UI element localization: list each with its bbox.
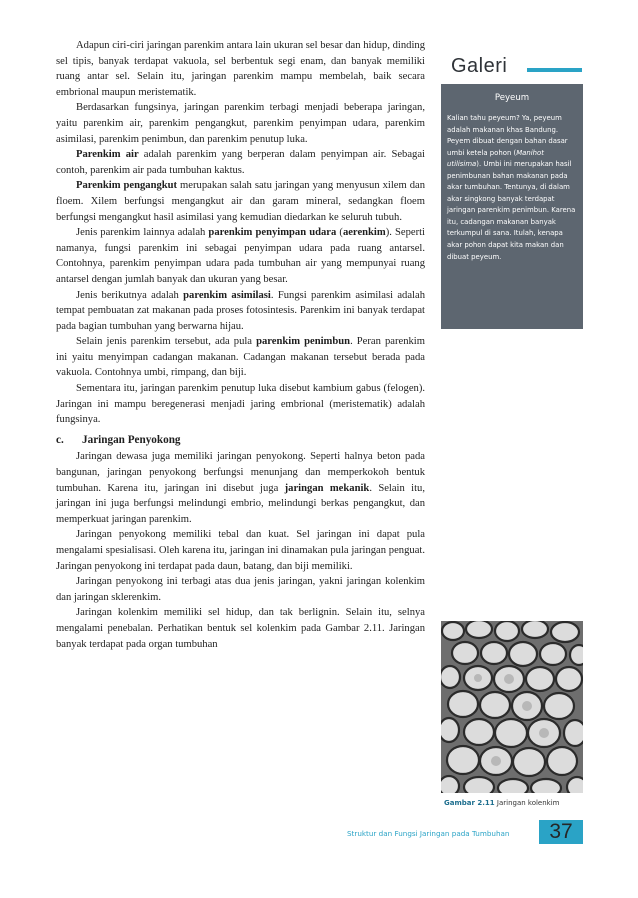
section-title: Jaringan Penyokong (82, 433, 181, 446)
paragraph-penyokong-tebal: Jaringan penyokong memiliki tebal dan kuat. Sel jaringan ini dapat pula mengalami spesialisasi. Oleh karena itu, jaringan ini dinamakan pula jaringan penguat. Jaringan penyokong ini terdapat pada daun, batang, dan biji memiliki. (56, 529, 425, 572)
term-jaringan-mekanik: jaringan mekanik (284, 482, 370, 494)
paragraph-text: . Selain itu, jaringan ini juga berfungsi melindungi embrio, melindungi berkas pengangkut, dan memperkuat jaringan parenkim. (56, 482, 425, 525)
paragraph-kolenkim: Jaringan kolenkim memiliki sel hidup, dan tak berlignin. Selain itu, selnya mengalami penebalan. Perhatikan bentuk sel kolenkim pada Gambar 2.11. Jaringan banyak terdapat pada organ tumbuhan (56, 607, 425, 650)
caption-label: Gambar 2.11 (444, 799, 495, 807)
galeri-text: ). Umbi ini merupakan hasil penimbunan bahan makanan pada akar tumbuhan. Tentunya, di dalam akar singkong banyak terdapat jaringan parenkim penimbun. Karena itu, cadangan makanan banyak terkumpul di sana. Itulah, kenapa akar pohon dapat kita makan dan dibuat peyeum. (447, 160, 576, 261)
term-aerenkim: aerenkim (342, 227, 386, 239)
term-parenkim-penimbun: parenkim penimbun (256, 336, 351, 348)
term-parenkim-pengangkut: Parenkim pengangkut (76, 180, 178, 192)
galeri-title: Galeri (451, 55, 508, 77)
scientific-name: Manihot utilisima (447, 148, 544, 169)
paragraph-text: Jenis parenkim lainnya adalah (76, 227, 209, 239)
paragraph-text: . Peran parenkim ini yaitu menyimpan cadangan makanan. Cadangan makanan tersebut berada pada vakuola. Contohnya umbi, rimpang, dan biji. (56, 336, 425, 379)
paragraph-parenkim-asimilasi (56, 288, 425, 335)
paragraph-text: . Fungsi parenkim asimilasi adalah tempat pembuatan zat makanan pada proses fotosintesis. Parenkim ini banyak terdapat pada bagian tumbuhan yang berwarna hijau. (56, 289, 425, 332)
paragraph-parenkim-penimbun (56, 334, 425, 381)
collenchyma-micrograph-image (441, 621, 583, 793)
page-number: 37 (539, 820, 583, 844)
paragraph-ciri-parenkim: Adapun ciri-ciri jaringan parenkim antara lain ukuran sel besar dan hidup, dinding sel tipis, banyak terdapat vakuola, sel berbentuk segi enam, dan banyak memiliki ruang antar sel. Selain itu, jaringan parenkim mampu membelah, baik secara embrional maupun meristematik. (56, 40, 425, 98)
paragraph-text: Jenis berikutnya adalah (76, 289, 184, 301)
term-parenkim-asimilasi: parenkim asimilasi (183, 289, 271, 301)
section-letter: c. (56, 433, 64, 446)
paragraph-text: ). Seperti namanya, fungsi parenkim ini sebagai penyimpan udara pada ruang antarsel. Contohnya, parenkim penyimpan udara pada tumbuhan air yang mempunyai ruang antarsel dengan jumlah banyak dan ukuran yang besar. (56, 227, 425, 285)
term-parenkim-air: Parenkim air (76, 149, 139, 161)
caption-text: Jaringan kolenkim (494, 799, 560, 807)
paragraph-text: Selain jenis parenkim tersebut, ada pula (76, 336, 257, 348)
galeri-box-text (441, 103, 583, 263)
paragraph-parenkim-udara (56, 225, 425, 287)
paragraph-text: adalah parenkim yang berperan dalam penyimpan air. Sebagai contoh, parenkim air pada tumbuhan kaktus. (56, 149, 425, 176)
paragraph-text: merupakan salah satu jaringan yang menyusun xilem dan floem. Xilem berfungsi mengangkut air dan garam mineral, sedangkan floem berfungsi mengangkut hasil asimilasi yang kemudian diedarkan ke seluruh tubuh. (56, 180, 426, 223)
paragraph-text: ( (336, 227, 343, 239)
paragraph-parenkim-pengangkut (56, 178, 425, 225)
paragraph-text: Jaringan dewasa juga memiliki jaringan penyokong. Seperti halnya beton pada bangunan, jaringan penyokong berfungsi menunjang dan memperkokoh bentuk tumbuhan. Karena itu, jaringan ini disebut juga (56, 451, 425, 494)
paragraph-parenkim-air (56, 147, 425, 178)
galeri-box-title: Peyeum (494, 93, 530, 103)
main-text-column (56, 38, 425, 652)
paragraph-jenis-penyokong: Jaringan penyokong ini terbagi atas dua jenis jaringan, yakni jaringan kolenkim dan jaringan sklerenkim. (56, 576, 425, 603)
section-heading (56, 433, 425, 449)
paragraph-penutup-luka: Sementara itu, jaringan parenkim penutup luka disebut kambium gabus (felogen). Jaringan ini mampu beregenerasi menjadi jaring embrional (meristematik) adalah fungsinya. (56, 383, 425, 426)
galeri-text: Kalian tahu peyeum? Ya, peyeum adalah makanan khas Bandung. Peyem dibuat dengan bahan dasar umbi ketela pohon ( (447, 114, 568, 157)
figure-caption (444, 799, 560, 807)
galeri-box (441, 84, 583, 329)
chapter-footer-title: Struktur dan Fungsi Jaringan pada Tumbuhan (347, 829, 510, 838)
galeri-accent-bar (527, 68, 582, 72)
paragraph-fungsi-parenkim: Berdasarkan fungsinya, jaringan parenkim terbagi menjadi beberapa jaringan, yaitu parenkim air, parenkim pengangkut, parenkim penyimpan udara, parenkim asimilasi, parenkim penimbun, dan parenkim penutup luka. (56, 102, 425, 145)
paragraph-jaringan-penyokong (56, 449, 425, 527)
term-parenkim-penyimpan-udara: parenkim penyimpan udara (208, 227, 337, 239)
